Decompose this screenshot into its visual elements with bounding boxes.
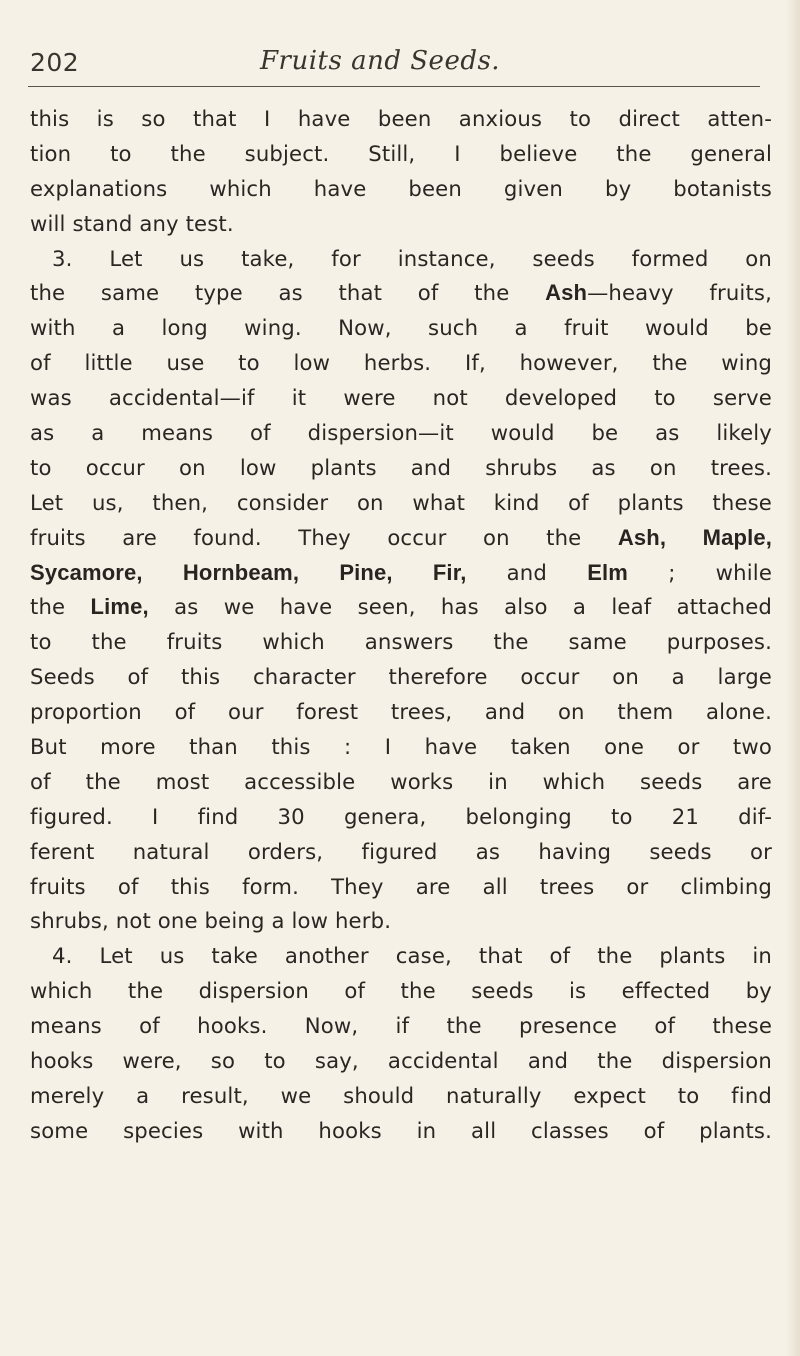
bold-term-sycamore: Sycamore, <box>30 559 143 585</box>
running-title: Fruits and Seeds. <box>260 46 501 76</box>
text-segment: ; while <box>628 559 772 585</box>
body-text <box>30 102 772 1149</box>
text-segment: and <box>466 559 588 585</box>
text-line: But more than this : I have taken one or two <box>30 734 772 760</box>
bold-term-ash: Ash <box>545 280 588 306</box>
text-line: ferent natural orders, figured as having seeds or <box>30 838 772 864</box>
bold-term-lime: Lime, <box>90 594 149 620</box>
text-segment: the <box>30 594 91 620</box>
text-line-with-bold <box>30 521 772 556</box>
text-line: Seeds of this character therefore occur on a large <box>30 664 772 690</box>
bold-term-pine: Pine, <box>339 559 393 585</box>
text-segment: the same type as that of the <box>30 280 546 306</box>
text-line: of little use to low herbs. If, however, the wing <box>30 350 772 376</box>
text-line: means of hooks. Now, if the presence of these <box>30 1013 772 1039</box>
page-header <box>30 48 760 88</box>
text-line: proportion of our forest trees, and on them alone. <box>30 699 772 725</box>
text-line: of the most accessible works in which seeds are <box>30 768 772 794</box>
text-line: to the fruits which answers the same purposes. <box>30 629 772 655</box>
text-line: shrubs, not one being a low herb. <box>30 908 392 934</box>
text-line: hooks were, so to say, accidental and the dispersion <box>30 1048 772 1074</box>
page-number: 202 <box>30 48 80 77</box>
text-line: with a long wing. Now, such a fruit would be <box>30 315 772 341</box>
bold-term-elm: Elm <box>587 559 628 585</box>
header-rule <box>28 86 760 87</box>
text-line: Let us, then, consider on what kind of plants these <box>30 489 772 515</box>
text-line-with-bold <box>30 276 772 311</box>
bold-term-hornbeam: Hornbeam, <box>182 559 300 585</box>
text-line: will stand any test. <box>30 210 234 236</box>
bold-term-maple: Maple, <box>702 524 773 550</box>
text-line: to occur on low plants and shrubs as on trees. <box>30 454 772 480</box>
text-line: fruits of this form. They are all trees or climbing <box>30 873 772 899</box>
text-line: as a means of dispersion—it would be as likely <box>30 420 772 446</box>
text-segment: fruits are found. They occur on the <box>30 524 618 550</box>
text-line: some species with hooks in all classes of plants. <box>30 1117 772 1143</box>
bold-term-ash: Ash, <box>617 524 667 550</box>
text-line: 4. Let us take another case, that of the plants in <box>52 943 772 969</box>
text-line: figured. I find 30 genera, belonging to 21 dif- <box>30 803 772 829</box>
text-segment: as we have seen, has also a leaf attached <box>148 594 773 620</box>
page-edge-shadow <box>786 0 800 1356</box>
text-line: was accidental—if it were not developed to serve <box>30 385 772 411</box>
text-line: 3. Let us take, for instance, seeds formed on <box>52 245 772 271</box>
text-line-with-bold <box>30 590 772 625</box>
bold-term-fir: Fir, <box>432 559 467 585</box>
text-line: explanations which have been given by botanists <box>30 175 772 201</box>
text-line-with-bold <box>30 556 772 591</box>
text-line: which the dispersion of the seeds is effected by <box>30 978 772 1004</box>
text-line: this is so that I have been anxious to direct atten- <box>30 106 772 131</box>
text-segment: —heavy fruits, <box>587 280 772 306</box>
text-line: merely a result, we should naturally expect to find <box>30 1082 772 1108</box>
text-line: tion to the subject. Still, I believe the general <box>30 140 772 166</box>
